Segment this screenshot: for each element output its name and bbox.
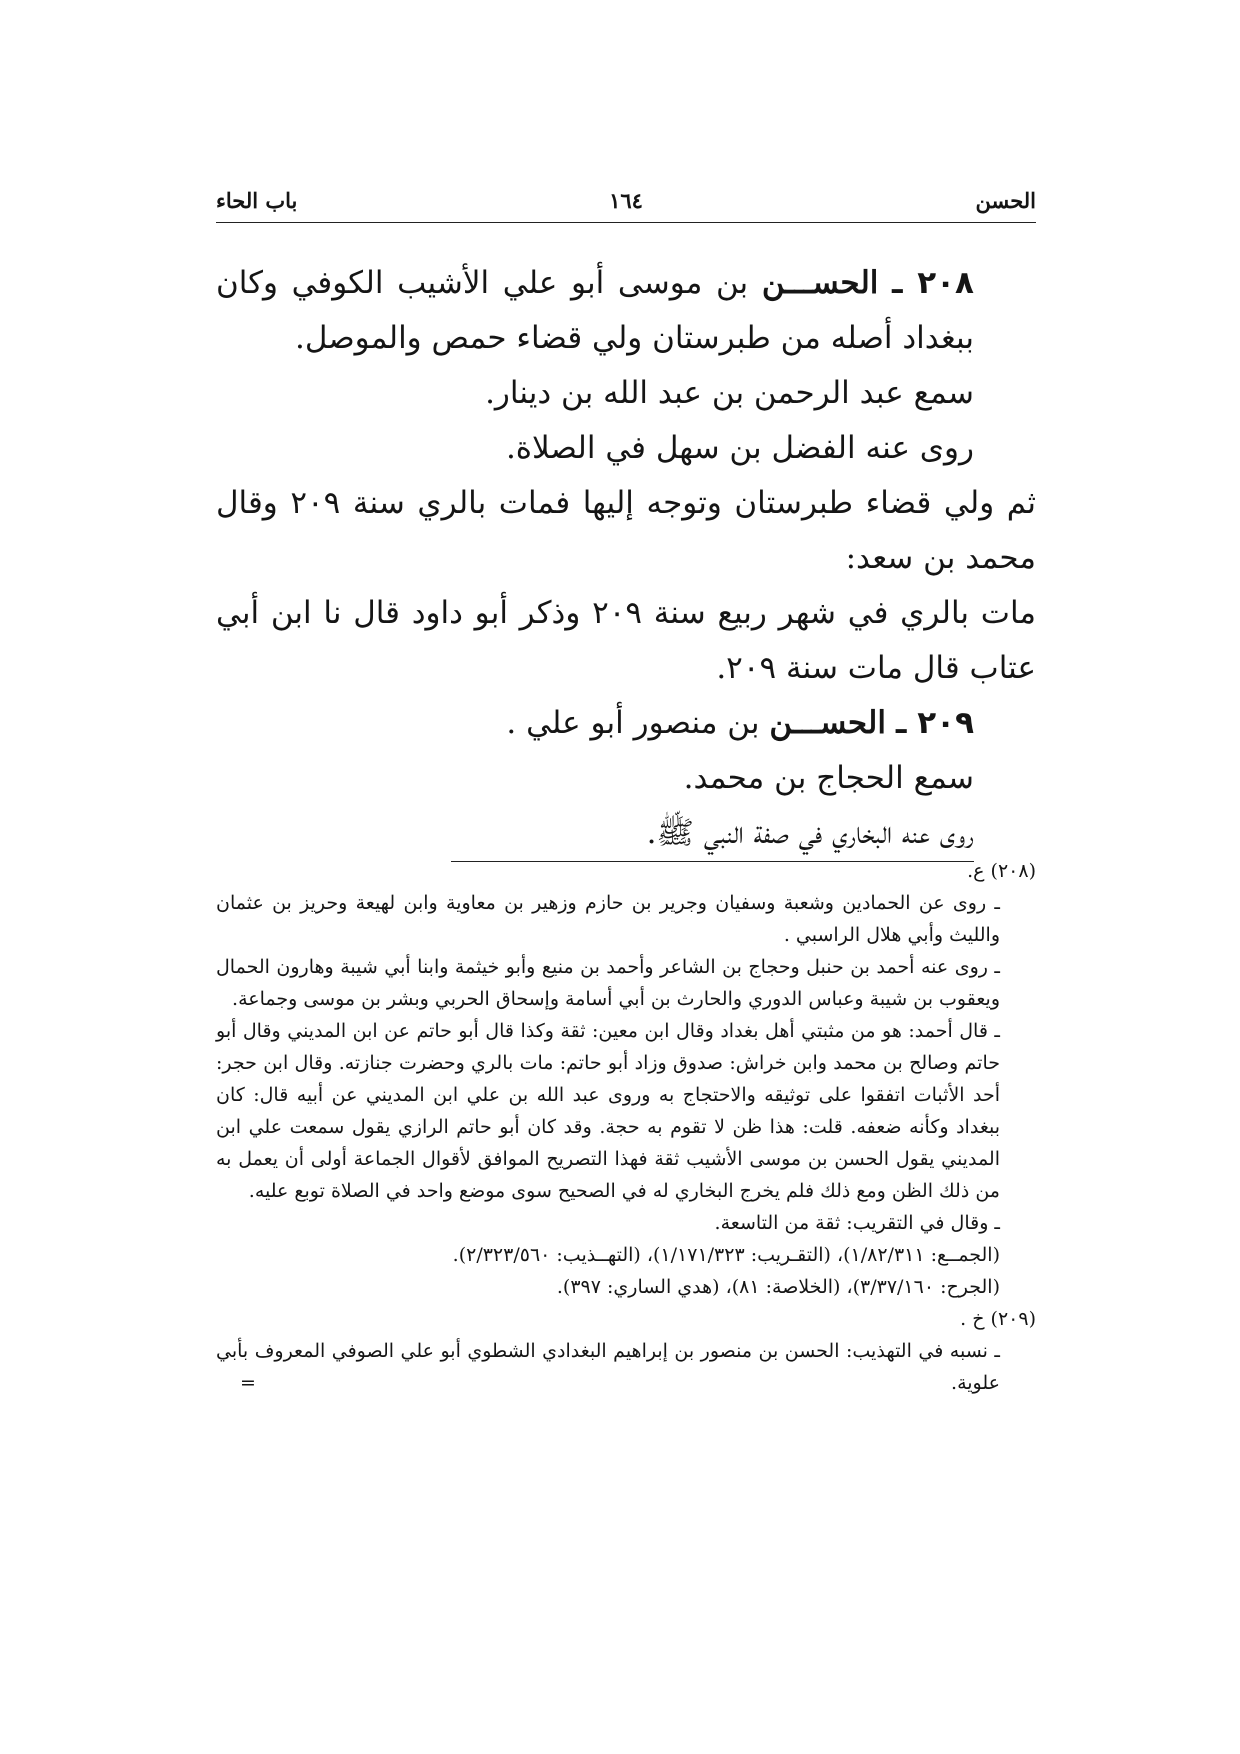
header-rule — [216, 222, 1036, 223]
footnotes — [216, 855, 1036, 1399]
header-chapter-entry: الحسن — [975, 188, 1036, 213]
entry-208-narrated: روى عنه الفضل بن سهل في الصلاة. — [505, 430, 974, 466]
header-chapter-title: باب الحاء — [216, 188, 298, 213]
entry-209-heading — [216, 696, 1036, 751]
entry-number: ٢٠٩ ـ — [895, 705, 974, 741]
entry-209-narrated: روى عنه البخاري في صفة النبي ﷺ. — [451, 806, 974, 862]
entry-208-heading — [216, 256, 1036, 366]
running-header — [216, 188, 1036, 222]
entry-208-heard: سمع عبد الرحمن بن عبد الله بن دينار. — [485, 375, 974, 411]
footnote-208-taqrib: ـ وقال في التقريب: ثقة من التاسعة. — [714, 1212, 1000, 1234]
entry-208-then: ثم ولي قضاء طبرستان وتوجه إليها فمات بالري سنة ٢٠٩ وقال محمد بن سعد: — [216, 485, 1036, 576]
entry-text: بن منصور أبو علي . — [506, 705, 760, 741]
page-number: ١٦٤ — [609, 188, 643, 213]
footnote-208-label: (٢٠٨) ع. — [967, 860, 1036, 882]
entry-208-died: مات بالري في شهر ربيع سنة ٢٠٩ وذكر أبو داود قال نا ابن أبي عتاب قال مات سنة ٢٠٩. — [216, 595, 1037, 686]
entry-number: ٢٠٨ ـ — [892, 265, 974, 301]
footnote-208-references-2: (الجرح: ٣/٣٧/١٦٠)، (الخلاصة: ٨١)، (هدي الساري: ٣٩٧). — [556, 1276, 1000, 1298]
footnote-208-references-1: (الجمــع: ١/٨٢/٣١١)، (التقـريب: ١/١٧١/٣٢٣)، (التهــذيب: ٢/٣٢٣/٥٦٠). — [452, 1244, 1000, 1266]
main-text — [216, 256, 1036, 862]
footnote-209-label: (٢٠٩) خ . — [960, 1308, 1036, 1330]
footnote-209-lineage: ـ نسبه في التهذيب: الحسن بن منصور بن إبراهيم البغدادي الشطوي أبو علي الصوفي المعروف بأبي علوية. — [216, 1340, 1000, 1394]
footnote-208-narrated-by: ـ روى عنه أحمد بن حنبل وحجاج بن الشاعر وأحمد بن منيع وأبو خيثمة وابنا أبي شيبة وهارون الحمال ويعقوب بن شيبة وعباس الدوري والحارث بن أبي أسامة وإسحاق الحربي وبشر بن موسى وجماعة. — [216, 956, 1000, 1010]
footnote-208-assessments: ـ قال أحمد: هو من مثبتي أهل بغداد وقال ابن معين: ثقة وكذا قال أبو حاتم عن ابن المديني وقال أبو حاتم وصالح بن محمد وابن خراش: صدوق وزاد أبو حاتم: مات بالري وحضرت جنازته. وقال ابن حجر: أحد الأثبات اتفقوا على توثيقه والاحتجاج به وروى عبد الله بن علي ابن المديني عن أبيه قال: كان ببغداد وكأنه ضعفه. قلت: هذا ظن لا تقوم به حجة. وقد كان أبو حاتم الرازي يقول سمعت علي ابن المديني يقول الحسن بن موسى الأشيب ثقة فهذا التصريح الموافق لأقوال الجماعة أولى أن يعمل به من ذلك الظن ومع ذلك فلم يخرج البخاري له في الصحيح سوى موضع واحد في الصلاة توبع عليه. — [216, 1020, 1001, 1202]
footnote-208-narrated-from: ـ روى عن الحمادين وشعبة وسفيان وجرير بن حازم وزهير بن معاوية وابن لهيعة وحريز بن عثمان والليث وأبي هلال الراسبي . — [216, 892, 1000, 946]
entry-209-narrated-line — [216, 806, 1036, 862]
entry-name: الحســـن — [761, 265, 879, 301]
entry-text: بن موسى أبو علي الأشيب الكوفي وكان ببغداد أصله من طبرستان ولي قضاء حمص والموصل. — [216, 265, 974, 356]
entry-209-heard: سمع الحجاج بن محمد. — [683, 760, 974, 796]
continuation-mark: = — [240, 1372, 256, 1394]
entry-name: الحســـن — [769, 705, 886, 741]
